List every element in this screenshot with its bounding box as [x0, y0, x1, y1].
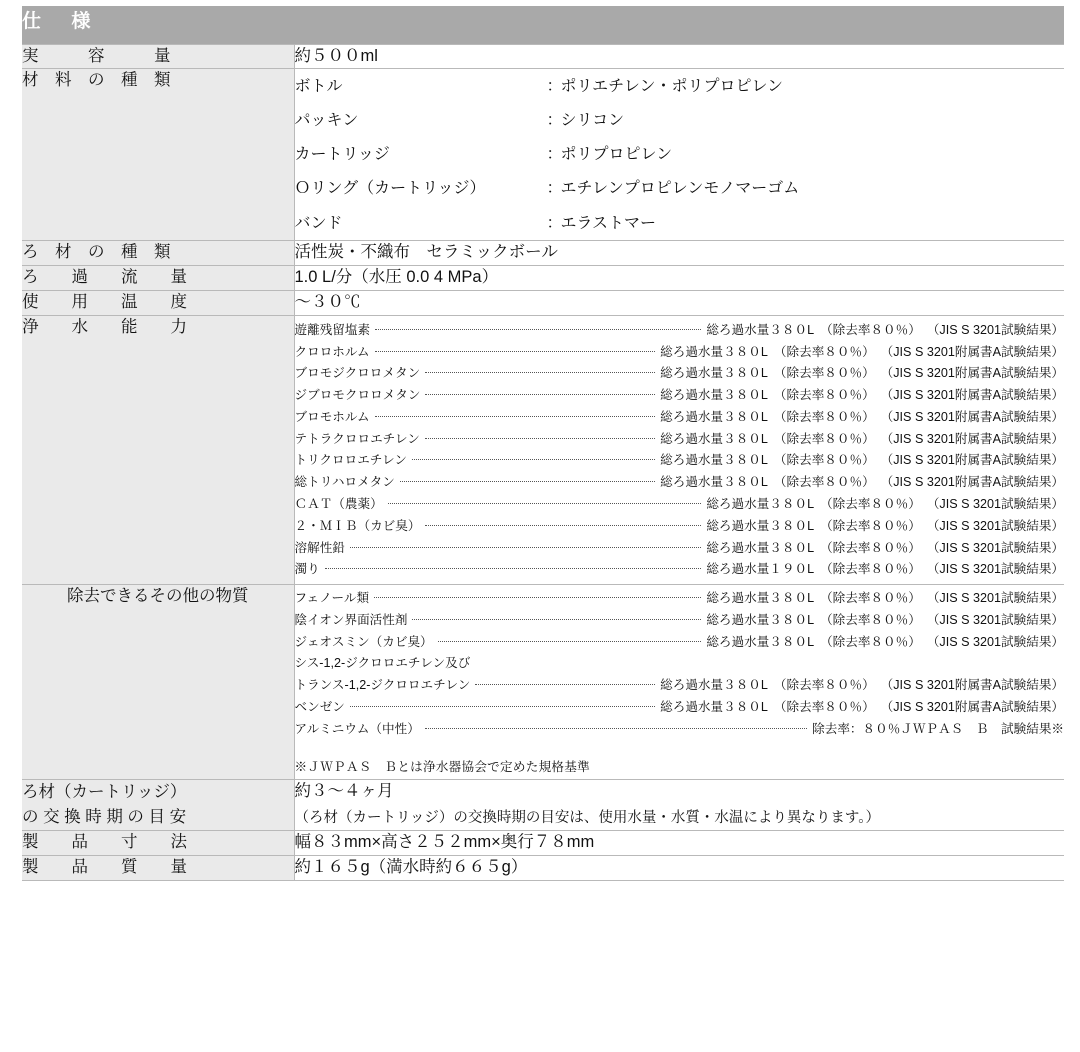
dotted-leader: [388, 503, 702, 504]
row-value-purify-capability: [294, 316, 1064, 584]
total-volume: 総ろ過水量３８０L: [706, 612, 815, 627]
purify-performance-list: [295, 316, 1065, 583]
material-value: エチレンプロピレンモノマーゴム: [560, 180, 800, 198]
test-standard: （JIS S 3201附属書A試験結果）: [880, 388, 1065, 403]
removal-rate: （除去率８０％）: [773, 388, 875, 403]
dotted-leader: [374, 597, 701, 598]
row-value-other-substances: [294, 584, 1064, 780]
row-value-replacement-interval: [294, 780, 1064, 831]
material-separator: ：: [546, 146, 563, 164]
list-item: [295, 172, 1065, 206]
list-item: [295, 537, 1065, 559]
substance-name: クロロホルム: [294, 344, 370, 359]
row-label-weight: 製 品 質 量: [22, 855, 294, 880]
replacement-label-line1: ろ材（カートリッジ）: [22, 783, 187, 802]
material-value: ポリプロピレン: [560, 146, 673, 164]
table-row: [22, 584, 1064, 780]
row-value-capacity: 約５００ml: [294, 44, 1064, 69]
list-item: [295, 718, 1065, 740]
test-standard: （JIS S 3201試験結果）: [926, 322, 1065, 337]
row-label-material: 材 料 の 種 類: [22, 69, 294, 241]
removal-rate: （除去率８０％）: [820, 634, 921, 649]
total-volume: 総ろ過水量３８０L: [660, 678, 768, 693]
replacement-value: 約３〜４ヶ月: [294, 782, 394, 801]
dotted-leader: [425, 394, 655, 395]
row-label-other-substances: 除去できるその他の物質: [22, 584, 294, 780]
substance-name-wrapped-first-line: シス-1,2-ジクロロエチレン及び: [294, 656, 471, 671]
removal-rate: （除去率８０％）: [773, 700, 875, 714]
removal-rate: （除去率８０％）: [820, 562, 921, 577]
total-volume: 総ろ過水量３８０L: [706, 591, 815, 606]
spec-table: [22, 6, 1064, 881]
substance-name: 総トリハロメタン: [294, 475, 395, 490]
row-label-capacity: 実 容 量: [22, 44, 294, 69]
removal-rate: （除去率８０％）: [820, 591, 921, 606]
material-name: カートリッジ: [294, 146, 390, 164]
removal-rate: （除去率８０％）: [773, 678, 875, 693]
removal-rate: （除去率８０％）: [820, 322, 921, 337]
test-standard: （JIS S 3201附属書A試験結果）: [880, 344, 1065, 359]
table-row: [22, 44, 1064, 69]
list-item: [295, 450, 1065, 472]
total-volume: 総ろ過水量３８０L: [660, 409, 768, 424]
spec-title: 仕 様: [22, 6, 1064, 44]
list-item: [295, 406, 1065, 428]
row-label-purify-capability: 浄 水 能 力: [22, 316, 294, 584]
removal-rate: （除去率８０％）: [773, 344, 875, 359]
list-item: [295, 609, 1065, 631]
test-standard: （JIS S 3201附属書A試験結果）: [880, 409, 1065, 424]
table-row: [22, 830, 1064, 855]
substance-name: ジブロモクロロメタン: [294, 388, 421, 403]
list-item: [295, 104, 1065, 138]
material-separator: ：: [546, 180, 563, 198]
test-standard: （JIS S 3201試験結果）: [926, 518, 1065, 533]
dotted-leader: [425, 372, 655, 373]
test-standard: （JIS S 3201試験結果）: [926, 612, 1065, 627]
row-label-dimensions: 製 品 寸 法: [22, 830, 294, 855]
list-item: [295, 319, 1065, 341]
dotted-leader: [412, 459, 655, 460]
material-value: ポリエチレン・ポリプロピレン: [560, 77, 784, 95]
row-label-filter-material: ろ 材 の 種 類: [22, 241, 294, 266]
table-row: [22, 855, 1064, 880]
test-standard: （JIS S 3201附属書A試験結果）: [880, 366, 1065, 381]
dotted-leader: [375, 416, 656, 417]
table-row: [22, 266, 1064, 291]
total-volume: 総ろ過水量３８０L: [660, 344, 768, 359]
row-label-temperature: 使 用 温 度: [22, 291, 294, 316]
total-volume: 総ろ過水量３８０L: [660, 453, 768, 468]
list-item: [295, 472, 1065, 494]
substance-name: ＣＡＴ（農薬）: [294, 496, 383, 511]
substance-name: ブロモジクロロメタン: [294, 366, 421, 381]
jwpas-footnote: ※ＪＷＰＡＳ Ｂとは浄水器協会で定めた規格基準: [294, 759, 590, 774]
test-standard: （JIS S 3201試験結果）: [926, 562, 1065, 577]
dotted-leader: [325, 568, 702, 569]
row-value-dimensions: 幅８３mm×高さ２５２mm×奥行７８mm: [294, 830, 1064, 855]
test-standard: （JIS S 3201試験結果）: [926, 591, 1065, 606]
replacement-label-line2: の 交 換 時 期 の 目 安: [22, 807, 187, 826]
total-volume: 総ろ過水量１９０L: [706, 562, 815, 577]
dotted-leader: [438, 641, 702, 642]
list-item: [295, 493, 1065, 515]
material-name: パッキン: [294, 112, 359, 130]
removal-rate: （除去率８０％）: [820, 496, 921, 511]
table-row: [22, 780, 1064, 831]
test-standard: （JIS S 3201附属書A試験結果）: [880, 475, 1065, 490]
test-standard: （JIS S 3201試験結果）: [926, 634, 1065, 649]
material-name: ボトル: [294, 77, 343, 95]
table-row: [22, 316, 1064, 584]
list-item: [295, 69, 1065, 103]
total-volume: 総ろ過水量３８０L: [706, 634, 815, 649]
dotted-leader: [400, 481, 655, 482]
dotted-leader: [375, 329, 701, 330]
list-item: [295, 428, 1065, 450]
substance-name: アルミニウム（中性）: [294, 721, 420, 736]
substance-name: フェノール類: [294, 591, 370, 606]
test-standard: （JIS S 3201附属書A試験結果）: [880, 453, 1065, 468]
list-item: [295, 631, 1065, 653]
dotted-leader: [425, 438, 655, 439]
list-item: [295, 341, 1065, 363]
total-volume: 総ろ過水量３８０L: [706, 540, 815, 555]
dotted-leader: [425, 728, 807, 729]
list-item: [295, 384, 1065, 406]
removal-rate: （除去率８０％）: [820, 612, 921, 627]
list-item: [295, 696, 1065, 718]
dotted-leader: [350, 547, 701, 548]
removal-rate: （除去率８０％）: [773, 366, 875, 381]
total-volume: 総ろ過水量３８０L: [660, 700, 768, 714]
row-value-flow-rate: 1.0 L/分（水圧 0.0 4 MPa）: [294, 266, 1064, 291]
removal-rate: （除去率８０％）: [773, 431, 875, 446]
test-standard: （JIS S 3201附属書A試験結果）: [880, 678, 1065, 693]
removal-rate: （除去率８０％）: [820, 518, 921, 533]
substance-name: ジェオスミン（カビ臭）: [294, 634, 433, 649]
total-volume: 総ろ過水量３８０L: [706, 518, 815, 533]
test-standard: （JIS S 3201試験結果）: [926, 540, 1065, 555]
table-row: [22, 291, 1064, 316]
list-item: [295, 363, 1065, 385]
substance-name: トランス-1,2-ジクロロエチレン: [294, 678, 471, 693]
test-standard: （JIS S 3201試験結果）: [926, 496, 1065, 511]
dotted-leader: [375, 351, 656, 352]
list-item: [295, 206, 1065, 240]
total-volume: 総ろ過水量３８０L: [706, 496, 815, 511]
material-name: Ｏリング（カートリッジ）: [294, 180, 486, 198]
removal-rate: （除去率８０％）: [773, 453, 875, 468]
total-volume: 総ろ過水量３８０L: [660, 431, 768, 446]
row-label-replacement-interval: [22, 780, 294, 831]
substance-name: ２・ＭＩＢ（カビ臭）: [294, 518, 421, 533]
list-item: [295, 559, 1065, 581]
material-separator: ：: [546, 214, 563, 232]
list-item: [295, 138, 1065, 172]
table-header-row: [22, 6, 1064, 44]
replacement-note: （ろ材（カートリッジ）の交換時期の目安は、使用水量・水質・水温により異なります。）: [294, 810, 881, 827]
material-value: エラストマー: [560, 214, 657, 232]
row-value-temperature: 〜３０℃: [294, 291, 1064, 316]
row-value-filter-material: 活性炭・不織布 セラミックボール: [294, 241, 1064, 266]
other-substances-list: [295, 585, 1065, 780]
row-label-flow-rate: ろ 過 流 量: [22, 266, 294, 291]
material-list: [295, 69, 1065, 240]
substance-name: 溶解性鉛: [294, 540, 345, 555]
list-item: [295, 588, 1065, 610]
substance-name: 陰イオン界面活性剤: [294, 612, 408, 627]
list-item: [295, 675, 1065, 697]
row-value-weight: 約１６５g（満水時約６６５g）: [294, 855, 1064, 880]
total-volume: 総ろ過水量３８０L: [660, 388, 768, 403]
removal-rate: （除去率８０％）: [773, 475, 875, 490]
dotted-leader: [350, 706, 655, 707]
row-value-material: [294, 69, 1064, 241]
substance-name: 濁り: [294, 562, 320, 577]
dotted-leader: [425, 525, 701, 526]
total-volume: 総ろ過水量３８０L: [660, 475, 768, 490]
table-row: [22, 241, 1064, 266]
removal-rate: （除去率８０％）: [773, 409, 875, 424]
substance-name: テトラクロロエチレン: [294, 431, 420, 446]
total-volume: 総ろ過水量３８０L: [660, 366, 768, 381]
material-name: バンド: [294, 214, 343, 232]
substance-name: 遊離残留塩素: [294, 322, 371, 337]
substance-name: ベンゼン: [294, 700, 345, 714]
dotted-leader: [475, 684, 655, 685]
removal-rate-note: 除去率：８０％ＪＷＰＡＳ Ｂ 試験結果※: [812, 721, 1065, 736]
table-row: [22, 69, 1064, 241]
dotted-leader: [412, 619, 701, 620]
test-standard: （JIS S 3201附属書A試験結果）: [880, 700, 1065, 714]
substance-name: トリクロロエチレン: [294, 453, 408, 468]
material-separator: ：: [546, 112, 563, 130]
material-separator: ：: [546, 77, 563, 95]
test-standard: （JIS S 3201附属書A試験結果）: [880, 431, 1065, 446]
list-item: [295, 515, 1065, 537]
total-volume: 総ろ過水量３８０L: [706, 322, 815, 337]
substance-name: ブロモホルム: [294, 409, 370, 424]
material-value: シリコン: [560, 112, 625, 130]
removal-rate: （除去率８０％）: [820, 540, 921, 555]
